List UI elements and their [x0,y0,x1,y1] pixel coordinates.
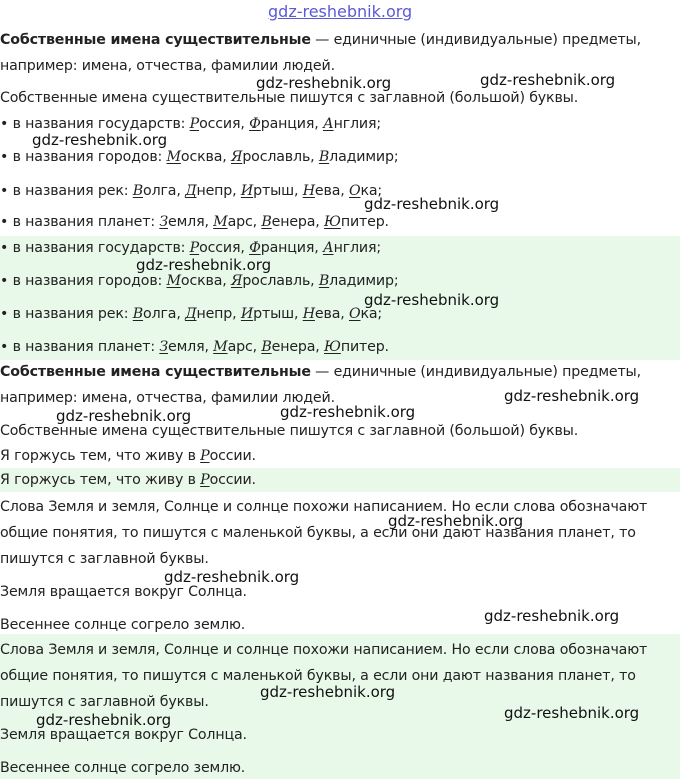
word-rest: оссии. [209,448,256,464]
watermark-top: gdz-reshebnik.org [268,2,413,21]
answer-example-sentence [0,470,256,490]
capital-letter: Р [200,448,210,464]
answer-bullet-rivers [0,304,382,324]
capital-letter: М [213,214,228,230]
capital-letter: Ю [324,339,341,355]
watermark: gdz-reshebnik.org [56,407,192,425]
definition-line-2: например: имена, отчества, фамилии людей. [0,58,335,74]
capital-letter: О [348,183,361,199]
watermark: gdz-reshebnik.org [260,683,396,701]
word-rest: арс, [227,214,262,230]
paragraph-line-3: пишутся с заглавной буквы. [0,551,209,567]
watermark: gdz-reshebnik.org [164,568,300,586]
example-sentence [0,446,256,466]
bullet-prefix: • в названия планет: [0,214,160,230]
answer-bullet-states [0,238,381,258]
answer-bullet-cities [0,271,398,291]
watermark: gdz-reshebnik.org [36,711,172,729]
capital-letter: М [166,273,181,289]
word-rest: олга, [143,306,186,322]
word-rest: енера, [271,214,325,230]
word-rest: рославль, [242,149,319,165]
capital-letter: В [261,214,272,230]
word-rest: непр, [196,183,241,199]
word-rest: олга, [143,183,186,199]
word-rest: ртыш, [253,183,303,199]
word-rest: ладимир; [329,149,399,165]
word-rest: арс, [227,339,262,355]
capital-letter: Ю [324,214,341,230]
watermark: gdz-reshebnik.org [484,607,620,625]
definition-line-2-repeat: например: имена, отчества, фамилии людей. [0,390,335,406]
bullet-prefix: • в названия планет: [0,339,160,355]
watermark: gdz-reshebnik.org [388,512,524,530]
capital-letter: В [318,149,330,165]
definition-line-1-repeat [0,362,641,382]
capital-letter: В [132,306,144,322]
definition-line-1 [0,30,641,50]
word-rest: ка; [360,183,383,199]
word-rest: оссии. [209,472,256,488]
word-rest: оссия, [199,240,250,256]
watermark: gdz-reshebnik.org [32,131,168,149]
bullet-rivers [0,181,382,201]
capital-letter: Д [185,306,197,322]
word-rest: нглия; [333,116,381,132]
capital-letter: О [348,306,361,322]
definition-term-repeat: Собственные имена существительные [0,364,311,380]
paragraph-line-1: Слова Земля и земля, Солнце и солнце похожи написанием. Но если слова обозначают [0,499,648,515]
bullet-prefix: • в названия городов: [0,149,167,165]
capital-letter: М [166,149,181,165]
answer-paragraph-line-1: Слова Земля и земля, Солнце и солнце похожи написанием. Но если слова обозначают [0,642,648,658]
rule-line: Собственные имена существительные пишутся с заглавной (большой) буквы. [0,90,579,106]
word-rest: питер. [340,339,389,355]
capital-letter: А [322,116,334,132]
capital-letter: Р [189,116,200,132]
capital-letter: Р [200,472,210,488]
capital-letter: В [318,273,330,289]
word-rest: ка; [360,306,383,322]
answer-bullet-planets [0,337,389,357]
capital-letter: З [159,339,169,355]
answer-paragraph-line-2: общие понятия, то пишутся с маленькой буквы, а если они дают названия планет, то [0,668,636,684]
word-rest: емля, [168,214,214,230]
watermark: gdz-reshebnik.org [364,291,500,309]
word-rest: енера, [271,339,325,355]
watermark: gdz-reshebnik.org [136,256,272,274]
watermark: gdz-reshebnik.org [256,74,392,92]
example-sun: Весеннее солнце согрело землю. [0,617,246,633]
capital-letter: Я [231,273,243,289]
paragraph-line-2: общие понятия, то пишутся с маленькой буквы, а если они дают названия планет, то [0,525,636,541]
capital-letter: А [322,240,334,256]
definition-rest: — единичные (индивидуальные) предметы, [310,32,641,48]
sentence-start: Я горжусь тем, что живу в [0,448,201,464]
bullet-prefix: • в названия государств: [0,240,190,256]
definition-term: Собственные имена существительные [0,32,311,48]
word-rest: осква, [180,273,231,289]
bullet-prefix: • в названия рек: [0,306,133,322]
capital-letter: М [213,339,228,355]
capital-letter: Ф [249,116,261,132]
capital-letter: Р [189,240,200,256]
bullet-prefix: • в названия городов: [0,273,167,289]
bullet-prefix: • в названия государств: [0,116,190,132]
sentence-start: Я горжусь тем, что живу в [0,472,201,488]
watermark: gdz-reshebnik.org [280,403,416,421]
word-rest: емля, [168,339,214,355]
bullet-planets [0,212,389,232]
bullet-prefix: • в названия рек: [0,183,133,199]
capital-letter: З [159,214,169,230]
answer-paragraph-line-3: пишутся с заглавной буквы. [0,694,209,710]
capital-letter: Н [302,183,315,199]
capital-letter: И [240,183,254,199]
watermark: gdz-reshebnik.org [504,704,640,722]
word-rest: питер. [340,214,389,230]
capital-letter: Ф [249,240,261,256]
word-rest: ева, [314,306,349,322]
word-rest: осква, [180,149,231,165]
rule-line-repeat: Собственные имена существительные пишутся с заглавной (большой) буквы. [0,423,579,439]
word-rest: оссия, [199,116,250,132]
word-rest: непр, [196,306,241,322]
answer-example-sun: Весеннее солнце согрело землю. [0,760,246,776]
word-rest: ртыш, [253,306,303,322]
definition-rest-repeat: — единичные (индивидуальные) предметы, [310,364,641,380]
word-rest: ладимир; [329,273,399,289]
capital-letter: В [132,183,144,199]
word-rest: ранция, [260,240,323,256]
watermark: gdz-reshebnik.org [364,195,500,213]
bullet-cities [0,147,398,167]
word-rest: рославль, [242,273,319,289]
example-earth: Земля вращается вокруг Солнца. [0,584,247,600]
capital-letter: В [261,339,272,355]
watermark: gdz-reshebnik.org [504,387,640,405]
watermark: gdz-reshebnik.org [480,71,616,89]
capital-letter: Я [231,149,243,165]
capital-letter: И [240,306,254,322]
word-rest: нглия; [333,240,381,256]
word-rest: ева, [314,183,349,199]
capital-letter: Д [185,183,197,199]
capital-letter: Н [302,306,315,322]
word-rest: ранция, [260,116,323,132]
answer-example-earth: Земля вращается вокруг Солнца. [0,727,247,743]
